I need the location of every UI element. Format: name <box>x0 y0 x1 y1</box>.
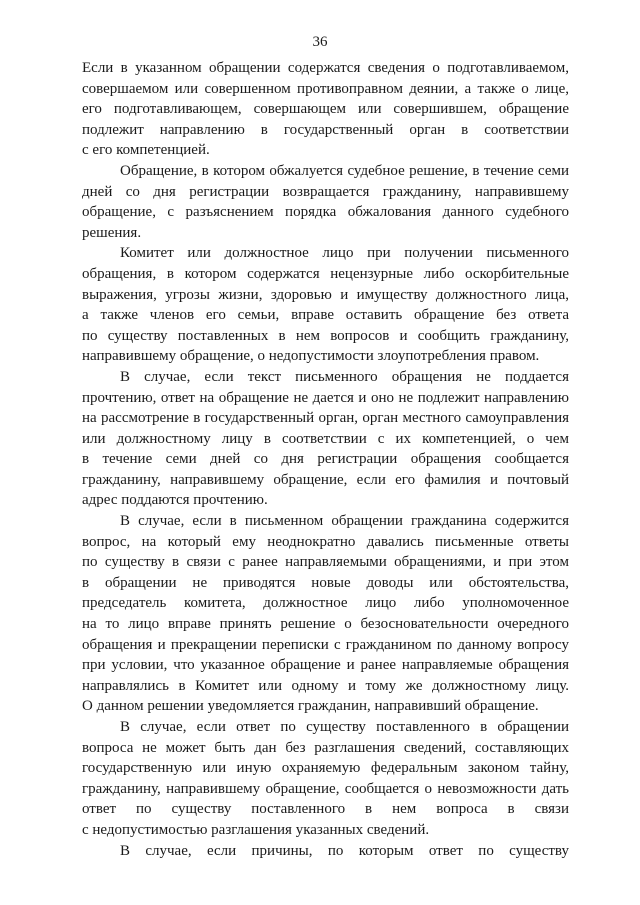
paragraph-line: по существу в связи с ранее направляемыми обращениями, и при этом <box>82 554 569 571</box>
paragraph <box>82 511 569 717</box>
paragraph-line: с недопустимостью разглашения указанных сведений. <box>82 821 430 838</box>
paragraph <box>82 367 569 511</box>
paragraph <box>82 243 569 367</box>
paragraph <box>82 58 569 161</box>
paragraph-line: О данном решении уведомляется гражданин, направивший обращение. <box>82 698 539 715</box>
paragraph-line: Если в указанном обращении содержатся сведения о подготавливаемом, <box>82 60 569 76</box>
paragraph-line: дней со дня регистрации возвращается гражданину, направившему <box>82 183 569 200</box>
paragraph-line: обращение, с разъяснением порядка обжалования данного судебного <box>82 204 569 221</box>
paragraph-line: его подготавливающем, совершающем или совершившем, обращение <box>82 101 569 118</box>
paragraph <box>82 841 569 862</box>
paragraph-line: в обращении не приводятся новые доводы или обстоятельства, <box>82 574 569 591</box>
paragraph-line: направлялись в Комитет или одному и тому же должностному лицу. <box>82 677 569 694</box>
paragraph-line: при условии, что указанное обращение и ранее направляемые обращения <box>82 657 569 674</box>
paragraph-line: гражданину, направившему обращение, если его фамилия и почтовый <box>82 471 569 488</box>
paragraph <box>82 161 569 243</box>
paragraph-line: ответ по существу поставленного в нем вопроса в связи <box>82 801 569 818</box>
paragraph-line: или должностному лицу в соответствии с их компетенцией, о чем <box>82 430 569 447</box>
paragraph-line: Обращение, в котором обжалуется судебное решение, в течение семи <box>120 162 569 179</box>
paragraph <box>82 717 569 841</box>
paragraph-line: В случае, если в письменном обращении гражданина содержится <box>120 513 569 530</box>
paragraph-line: направившему обращение, о недопустимости злоупотребления правом. <box>82 348 540 365</box>
paragraph-line: В случае, если ответ по существу поставленного в обращении <box>120 719 569 735</box>
paragraph-line: адрес поддаются прочтению. <box>82 492 268 509</box>
paragraph-line: на рассмотрение в государственный орган, орган местного самоуправления <box>82 410 569 427</box>
paragraph-line: на то лицо вправе принять решение о безосновательности очередного <box>82 616 569 633</box>
paragraph-line: обращения и прекращении переписки с гражданином по данному вопросу <box>82 636 569 653</box>
paragraph-line: с его компетенцией. <box>82 142 210 159</box>
paragraph-line: выражения, угрозы жизни, здоровью и имуществу должностного лица, <box>82 286 569 303</box>
paragraph-line: государственную или иную охраняемую федеральным законом тайну, <box>82 760 569 777</box>
document-body <box>82 58 569 861</box>
paragraph-line: вопрос, на который ему неоднократно давались письменные ответы <box>82 533 569 550</box>
paragraph-line: в течение семи дней со дня регистрации обращения сообщается <box>82 451 569 468</box>
paragraph-line: председатель комитета, должностное лицо либо уполномоченное <box>82 595 569 612</box>
paragraph-line: вопроса не может быть дан без разглашения сведений, составляющих <box>82 739 569 756</box>
paragraph-line: а также членов его семьи, вправе оставить обращение без ответа <box>82 307 569 324</box>
paragraph-line: по существу поставленных в нем вопросов и сообщить гражданину, <box>82 327 569 344</box>
paragraph-line: решения. <box>82 224 142 241</box>
paragraph-line: совершаемом или совершенном противоправном деянии, а также о лице, <box>82 80 569 97</box>
paragraph-line: обращения, в котором содержатся нецензурные либо оскорбительные <box>82 265 569 282</box>
paragraph-line: В случае, если текст письменного обращения не поддается <box>120 368 569 385</box>
paragraph-line: прочтению, ответ на обращение не дается и оно не подлежит направлению <box>82 389 569 406</box>
paragraph-line: Комитет или должностное лицо при получении письменного <box>120 245 569 262</box>
page-number: 36 <box>312 34 328 50</box>
paragraph-line: В случае, если причины, по которым ответ по существу <box>120 842 569 859</box>
paragraph-line: гражданину, направившему обращение, сообщается о невозможности дать <box>82 780 569 797</box>
paragraph-line: подлежит направлению в государственный орган в соответствии <box>82 121 569 138</box>
